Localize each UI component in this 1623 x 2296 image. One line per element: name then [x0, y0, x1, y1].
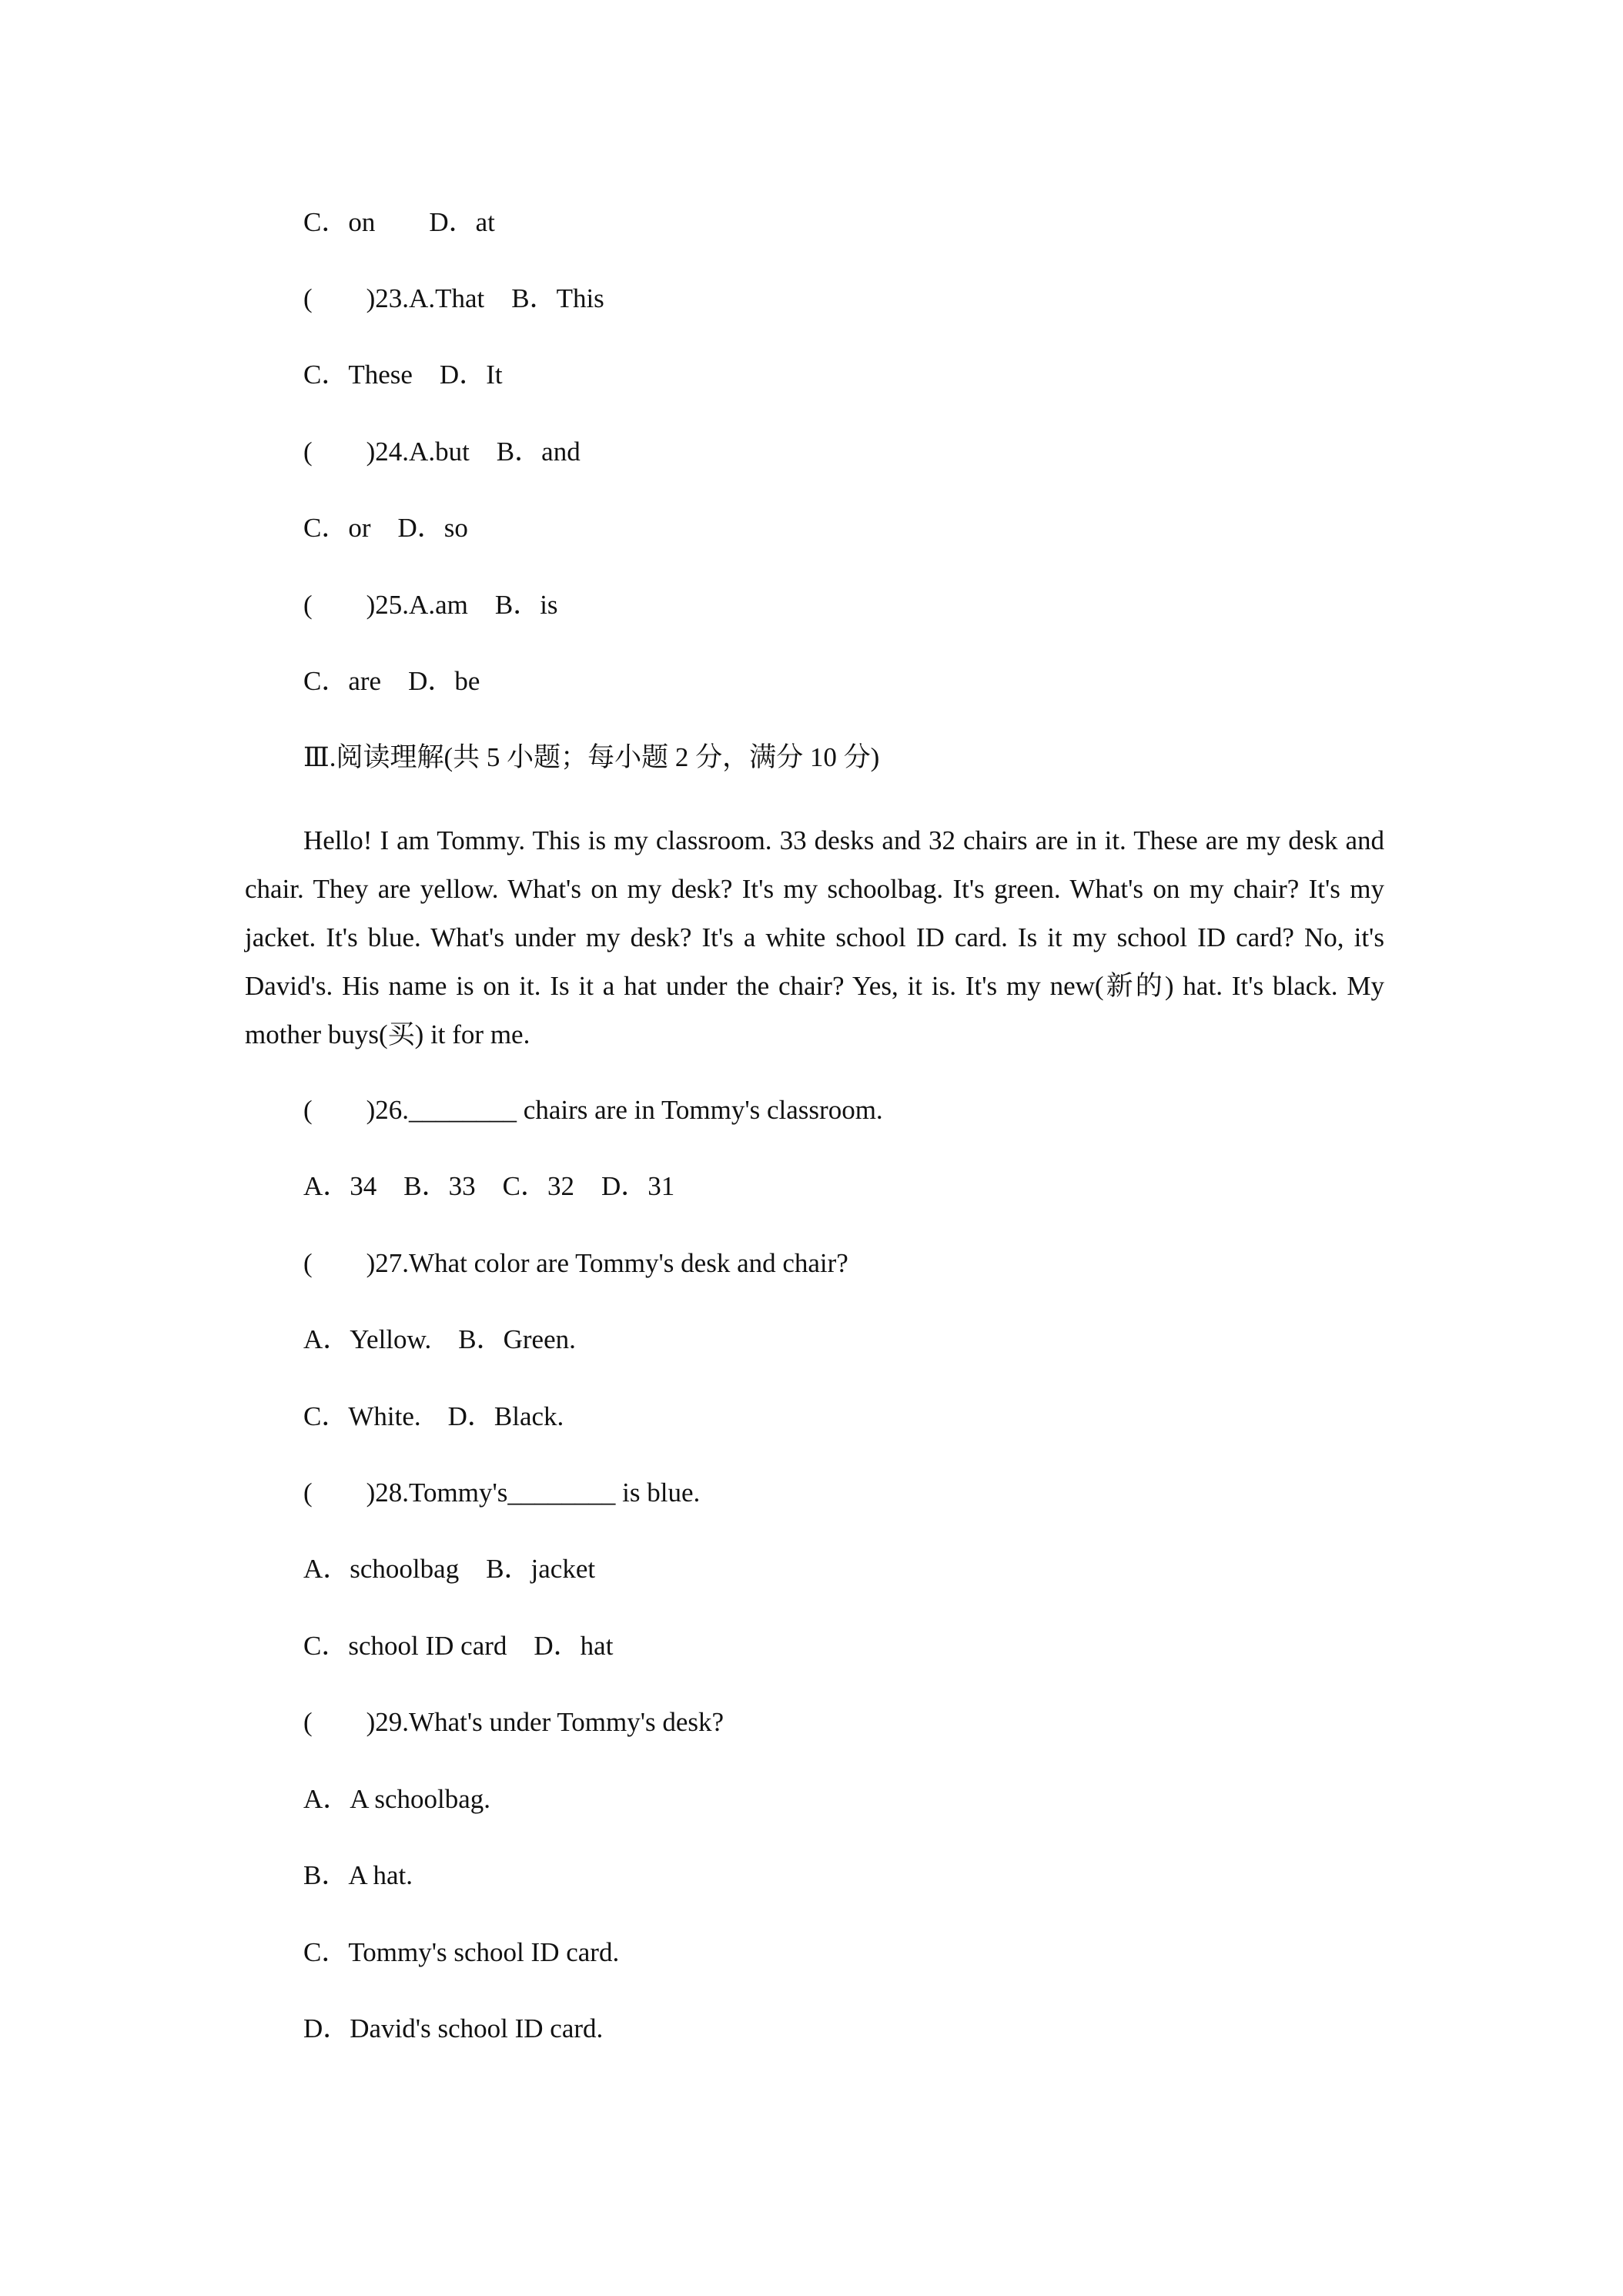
q29-option-b: B．A hat. [303, 1860, 413, 1890]
q23-question: ( )23.A.That B．This [303, 283, 604, 313]
q24-question: ( )24.A.but B．and [303, 437, 581, 467]
q29-option-d: D．David's school ID card. [303, 2013, 604, 2043]
q26-options: A．34 B．33 C．32 D．31 [303, 1171, 675, 1201]
q26-question: ( )26.________ chairs are in Tommy's classroom. [303, 1095, 883, 1125]
q29-option-c: C．Tommy's school ID card. [303, 1937, 620, 1967]
q27-options-a-b: A．Yellow. B．Green. [303, 1324, 576, 1354]
reading-section-heading: Ⅲ.阅读理解(共 5 小题；每小题 2 分，满分 10 分) [303, 742, 880, 772]
q29-option-a: A．A schoolbag. [303, 1784, 491, 1814]
q29-question: ( )29.What's under Tommy's desk? [303, 1707, 724, 1737]
q25-options-c-d: C．are D．be [303, 666, 480, 696]
reading-passage: Hello! I am Tommy. This is my classroom. 33 desks and 32 chairs are in it. These are my desk and chair. They are yellow. What's on my desk? It's my schoolbag. It's green. What's on my chair? It's my jacket. It's blue. What's under my desk? It's a white school ID card. Is it my school ID card? No, it's David's. His name is on it. Is it a hat under the chair? Yes, it is. It's my new(新的) hat. It's black. My mother buys(买) it for me. [245, 825, 1384, 1049]
q28-options-c-d: C．school ID card D．hat [303, 1631, 614, 1661]
q27-options-c-d: C．White. D．Black. [303, 1401, 564, 1431]
q24-options-c-d: C．or D．so [303, 513, 468, 543]
q28-options-a-b: A．schoolbag B．jacket [303, 1554, 596, 1584]
q25-question: ( )25.A.am B．is [303, 590, 558, 620]
q28-question: ( )28.Tommy's________ is blue. [303, 1478, 701, 1508]
q27-question: ( )27.What color are Tommy's desk and chair? [303, 1248, 848, 1278]
q23-options-c-d: C．These D．It [303, 360, 503, 390]
q22-options-c-d: C．on D．at [303, 207, 495, 237]
